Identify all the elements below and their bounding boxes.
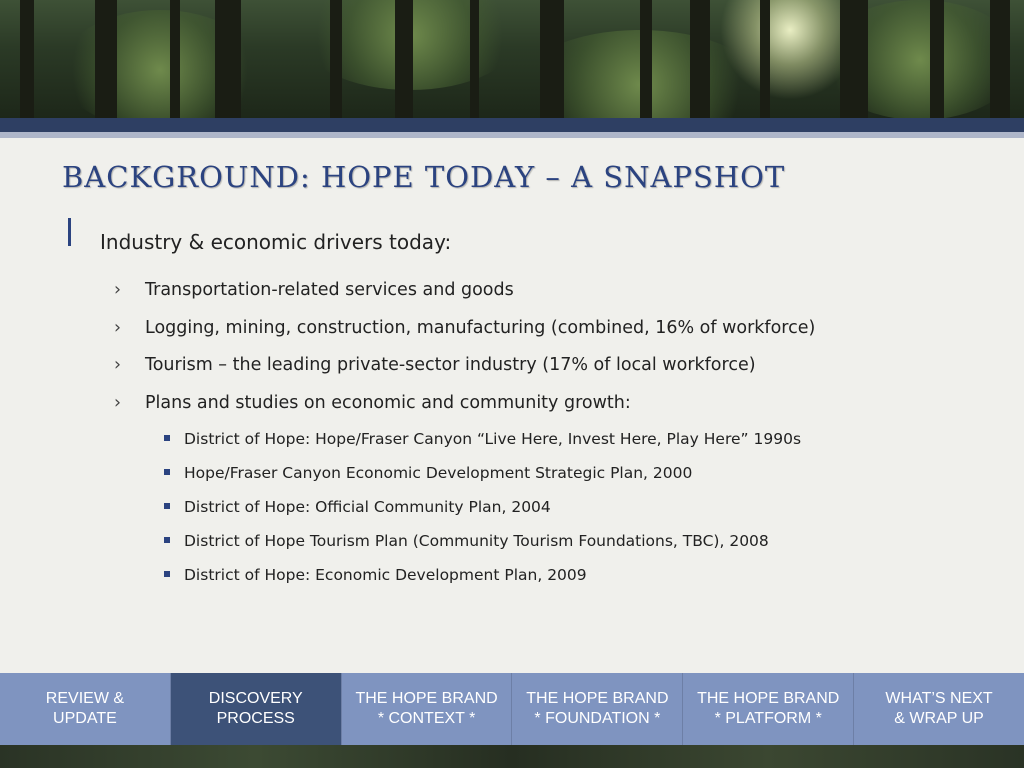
section-nav-bar	[0, 673, 1024, 745]
square-bullet-icon	[164, 435, 170, 441]
list-item: › Logging, mining, construction, manufacturing (combined, 16% of workforce)	[114, 317, 816, 338]
chevron-right-icon: ›	[114, 280, 121, 300]
list-item: District of Hope: Economic Development Plan, 2009	[164, 566, 801, 600]
sub-bullet-list	[164, 430, 801, 600]
list-item: › Plans and studies on economic and community growth:	[114, 392, 631, 413]
forest-footer-image	[0, 745, 1024, 768]
bullet-list	[114, 280, 815, 430]
chevron-right-icon: ›	[114, 392, 121, 413]
list-item: District of Hope Tourism Plan (Community Tourism Foundations, TBC), 2008	[164, 532, 801, 566]
nav-whats-next[interactable]: WHAT’S NEXT & WRAP UP	[854, 673, 1024, 745]
forest-banner-image	[0, 0, 1024, 118]
nav-review-update[interactable]: REVIEW & UPDATE	[0, 673, 171, 745]
chevron-right-icon: ›	[114, 355, 121, 375]
list-item: Hope/Fraser Canyon Economic Development Strategic Plan, 2000	[164, 464, 801, 498]
list-item: District of Hope: Official Community Plan, 2004	[164, 498, 801, 532]
header-rule-light	[0, 132, 1024, 138]
nav-brand-foundation[interactable]: THE HOPE BRAND * FOUNDATION *	[512, 673, 683, 745]
chevron-right-icon: ›	[114, 317, 121, 338]
level1-bullet-marker	[68, 218, 71, 246]
nav-brand-context[interactable]: THE HOPE BRAND * CONTEXT *	[342, 673, 513, 745]
square-bullet-icon	[164, 469, 170, 475]
square-bullet-icon	[164, 571, 170, 577]
square-bullet-icon	[164, 503, 170, 509]
list-item: › Transportation-related services and goods	[114, 280, 514, 300]
square-bullet-icon	[164, 537, 170, 543]
list-item: District of Hope: Hope/Fraser Canyon “Live Here, Invest Here, Play Here” 1990s	[164, 430, 801, 464]
nav-discovery-process[interactable]: DISCOVERY PROCESS	[171, 673, 342, 745]
slide-title: BACKGROUND: HOPE TODAY – A SNAPSHOT	[62, 160, 786, 194]
header-rule-dark	[0, 118, 1024, 132]
slide-heading: Industry & economic drivers today:	[100, 230, 452, 254]
nav-brand-platform[interactable]: THE HOPE BRAND * PLATFORM *	[683, 673, 854, 745]
list-item: › Tourism – the leading private-sector industry (17% of local workforce)	[114, 355, 756, 375]
